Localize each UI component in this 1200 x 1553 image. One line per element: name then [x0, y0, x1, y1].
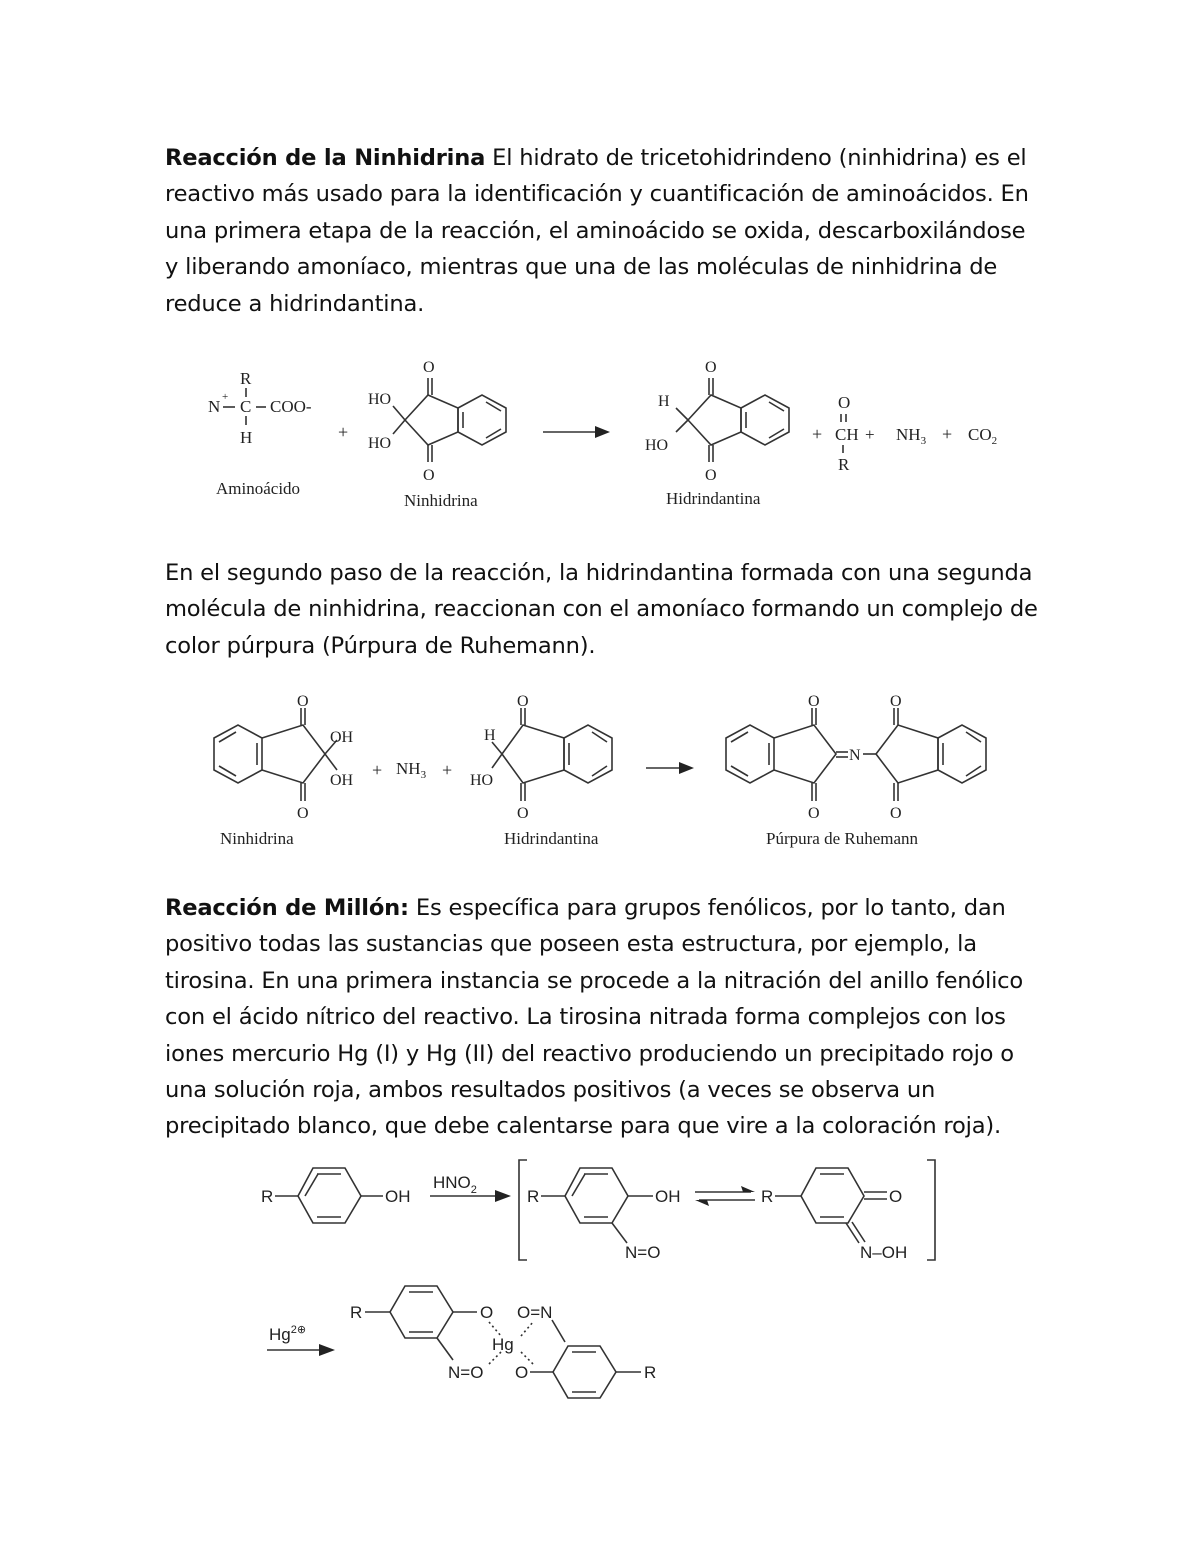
hydrindantin2-h: H [484, 727, 496, 744]
ruhemann-o-1: O [808, 693, 820, 710]
plus-sign: + [338, 422, 349, 442]
aminoacid-structure [208, 369, 312, 498]
ninhydrin2-o-top: O [297, 693, 309, 710]
nitrosophenol-oh: OH [655, 1187, 681, 1206]
phenol-structure [261, 1168, 411, 1223]
aminoacid-n: N [208, 397, 221, 416]
ammonia-reagent [396, 759, 427, 781]
hydrindantin-caption: Hidrindantina [666, 489, 761, 508]
ninhydrin-structure-2 [214, 693, 354, 848]
complex-o-1: O [480, 1303, 494, 1322]
ninhydrin-text: El hidrato de tricetohidrindeno (ninhidrina) es el reactivo más usado para la identificación y cuantificación de aminoácidos. En una primera etapa de la reacción, el aminoácido se oxida, descarboxilándose y liberando amoníaco, mientras que una de las moléculas de ninhidrina de reduce a hidrindantina. [165, 145, 1029, 317]
hydrindantin2-ho: HO [470, 772, 494, 789]
hydrindantin2-o-top: O [517, 693, 529, 710]
mercury-complex-structure [350, 1286, 656, 1398]
ninhydrin-o-bottom: O [423, 467, 435, 484]
ninhydrin-reaction-scheme [190, 350, 1020, 520]
aldehyde-ch: CH [835, 425, 859, 444]
millon-reaction-scheme [255, 1150, 955, 1400]
aldehyde-structure [835, 393, 875, 474]
ruhemann-o-2: O [808, 805, 820, 822]
complex-on: O=N [517, 1303, 553, 1322]
nitrous-acid-label: $HNO_2$ [433, 1173, 477, 1196]
quinone-o: O [889, 1187, 903, 1206]
ruhemann-o-4: O [890, 805, 902, 822]
plus-sign-3: + [942, 424, 953, 444]
ninhydrin-structure [368, 359, 506, 510]
ninhydrin2-oh-2: OH [330, 772, 354, 789]
ninhydrin-paragraph [165, 140, 1045, 322]
aldehyde-r: R [838, 455, 850, 474]
ninhydrin2-caption: Ninhidrina [220, 829, 294, 848]
nitrous-acid-arrow [430, 1173, 511, 1202]
ninhydrin-o-top: O [423, 359, 435, 376]
plus-sign-2: + [812, 424, 823, 444]
ruhemann-o-3: O [890, 693, 902, 710]
aminoacid-h: H [240, 428, 253, 447]
ninhydrin-ho-1: HO [368, 391, 392, 408]
ammonia-product [896, 425, 927, 447]
aminoacid-coo: COO- [270, 397, 312, 416]
ninhydrin2-o-bottom: O [297, 805, 309, 822]
complex-o-2: O [515, 1363, 529, 1382]
hydrindantin-structure [645, 359, 789, 508]
hydrindantin-o-bottom: O [705, 467, 717, 484]
complex-no: N=O [448, 1363, 484, 1382]
hydrindantin2-o-bottom: O [517, 805, 529, 822]
hydrindantin-h: H [658, 393, 670, 410]
millon-paragraph [165, 890, 1045, 1145]
nitrosophenol-structure [527, 1168, 681, 1262]
quinone-oxime: N–OH [860, 1243, 908, 1262]
mercury-arrow [267, 1324, 335, 1356]
quinone-oxime-structure [761, 1168, 907, 1262]
equilibrium-arrows [695, 1186, 755, 1206]
phenol-oh: OH [385, 1187, 411, 1206]
reaction-arrow-2 [646, 762, 694, 774]
ruhemann-n: N [849, 747, 861, 764]
ruhemann-caption: Púrpura de Ruhemann [766, 829, 919, 848]
ninhydrin-caption: Ninhidrina [404, 491, 478, 510]
ruhemann-reaction-scheme [200, 688, 1000, 858]
aldehyde-o: O [838, 393, 851, 412]
svg-text:NH3: $NH_3$ [396, 759, 427, 781]
aminoacid-caption: Aminoácido [216, 479, 301, 498]
nitrosophenol-no: N=O [625, 1243, 661, 1262]
nitrosophenol-r: R [527, 1187, 540, 1206]
second-step-paragraph [165, 555, 1045, 664]
ninhydrin2-oh-1: OH [330, 729, 354, 746]
complex-hg: Hg [492, 1335, 514, 1354]
hydrindantin-o-top: O [705, 359, 717, 376]
aldehyde-plus: + [865, 425, 875, 444]
second-step-text: En el segundo paso de la reacción, la hidrindantina formada con una segunda molécula de ninhidrina, reaccionan con el amoníaco formando un complejo de color púrpura (Púrpura de Ruhemann). [165, 560, 1038, 659]
ruhemann-purple-structure [726, 693, 986, 848]
phenol-r: R [261, 1187, 274, 1206]
aminoacid-c: C [240, 397, 252, 416]
svg-text:NH3: $NH_3$ [896, 425, 927, 447]
quinone-r: R [761, 1187, 774, 1206]
plus-sign-4: + [372, 760, 383, 780]
ninhydrin-ho-2: HO [368, 435, 392, 452]
complex-r-1: R [350, 1303, 363, 1322]
complex-r-2: R [644, 1363, 657, 1382]
hydrindantin-ho: HO [645, 437, 669, 454]
hydrindantin2-caption: Hidrindantina [504, 829, 599, 848]
millon-text: Es específica para grupos fenólicos, por lo tanto, dan positivo todas las sustancias que poseen esta estructura, por ejemplo, la tirosina. En una primera instancia se procede a la nitración del anillo fenólico con el ácido nítrico del reactivo. La tirosina nitrada forma complejos con los iones mercurio Hg (I) y Hg (II) del reactivo produciendo un precipitado rojo o una solución roja, ambos resultados positivos (a veces se observa un precipitado blanco, que debe calentarse para que vire a la coloración roja). [165, 895, 1024, 1140]
plus-sign-5: + [442, 760, 453, 780]
aminoacid-r: R [240, 369, 252, 388]
co2-product [968, 425, 997, 447]
reaction-arrow [543, 426, 610, 438]
ninhydrin-heading: Reacción de la Ninhidrina [165, 145, 486, 171]
mercury-reagent: $Hg^{2\oplus}$ [269, 1324, 307, 1344]
svg-text:CO2: $CO_2$ [968, 425, 998, 447]
millon-heading: Reacción de Millón: [165, 895, 409, 921]
hydrindantin-structure-2 [470, 693, 612, 848]
aminoacid-charge: + [222, 391, 229, 403]
